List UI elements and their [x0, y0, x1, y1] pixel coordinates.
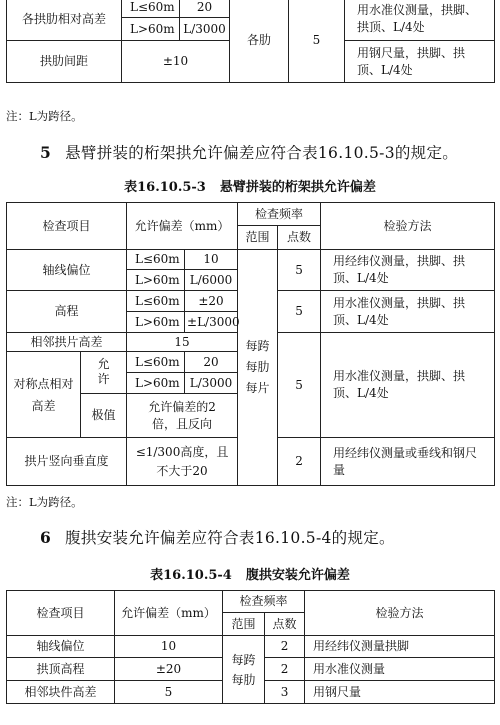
sub-limit: 极值 [81, 394, 127, 438]
table-title: 悬臂拼装的桁架拱允许偏差 [219, 180, 376, 195]
t1-cond: L>60m [122, 18, 180, 41]
table-16-10-5-4 [6, 590, 495, 704]
vertical-value-text: ≤1/300高度，且不大于20 [135, 444, 229, 478]
t1-count: 5 [289, 0, 345, 83]
t1-scope: 各肋 [230, 0, 289, 83]
th-scope: 范围 [223, 613, 265, 636]
table-title: 腹拱安装允许偏差 [245, 568, 350, 583]
sub-allow [81, 352, 127, 394]
clause-text: 腹拱安装允许偏差应符合表16.10.5-4的规定。 [65, 529, 395, 547]
value: ±20 [185, 291, 238, 312]
value: ±20 [115, 658, 223, 681]
th-allow: 允许偏差（mm） [127, 203, 238, 250]
clause-number: 5 [40, 143, 52, 162]
t1-value: ±10 [122, 41, 230, 83]
th-freq: 检查频率 [223, 591, 305, 613]
count: 5 [278, 250, 321, 291]
item-adjacent: 相邻拱片高差 [7, 333, 127, 352]
t1-method: 用钢尺量，拱脚、拱顶、L/4处 [345, 41, 495, 83]
table-caption [0, 564, 500, 583]
th-scope: 范围 [238, 226, 278, 250]
cond: L>60m [127, 373, 185, 394]
count: 2 [278, 438, 321, 486]
item: 拱顶高程 [7, 658, 115, 681]
value: 20 [185, 352, 238, 373]
cond: L≤60m [127, 250, 185, 270]
table-number: 表16.10.5-3 [124, 180, 206, 195]
th-method: 检验方法 [305, 591, 495, 636]
table-caption [0, 176, 500, 195]
sub-allow-text: 允许 [97, 357, 110, 386]
value: 10 [115, 636, 223, 658]
th-count: 点数 [278, 226, 321, 250]
cond: L>60m [127, 270, 185, 291]
item-vertical: 拱片竖向垂直度 [7, 438, 127, 486]
count: 5 [278, 333, 321, 438]
count: 2 [265, 658, 305, 681]
th-item: 检查项目 [7, 203, 127, 250]
item-symmetric-text: 对称点相对高差 [13, 376, 74, 413]
item-axis: 轴线偏位 [7, 250, 127, 291]
value: 10 [185, 250, 238, 270]
method: 用经纬仪测量，拱脚、拱顶、L/4处 [321, 250, 495, 291]
method: 用水准仪测量，拱脚、拱顶、L/4处 [321, 333, 495, 438]
t1-item-rib-spacing: 拱肋间距 [7, 41, 122, 83]
t1-value: L/3000 [180, 18, 230, 41]
note: 注：L为跨径。 [6, 109, 83, 123]
value: L/6000 [185, 270, 238, 291]
th-allow: 允许偏差（mm） [115, 591, 223, 636]
scope-text: 每跨每肋 [231, 652, 256, 687]
th-freq: 检查频率 [238, 203, 321, 226]
clause-text: 悬臂拼装的桁架拱允许偏差应符合表16.10.5-3的规定。 [65, 144, 459, 162]
value: ±L/3000 [185, 312, 238, 333]
th-item: 检查项目 [7, 591, 115, 636]
clause-5 [40, 141, 458, 163]
item-symmetric [7, 352, 81, 438]
item-elevation: 高程 [7, 291, 127, 333]
t1-cond: L≤60m [122, 0, 180, 18]
method: 用经纬仪测量或垂线和钢尺量 [321, 438, 495, 486]
th-method: 检验方法 [321, 203, 495, 250]
table-16-10-5-2-continued [6, 0, 495, 83]
method: 用水准仪测量 [305, 658, 495, 681]
method: 用经纬仪测量拱脚 [305, 636, 495, 658]
limit-value-text: 允许偏差的2倍，且反向 [148, 399, 216, 431]
t1-item-relative-height: 各拱肋相对高差 [7, 0, 122, 41]
table-number: 表16.10.5-4 [150, 568, 232, 583]
table-16-10-5-3 [6, 202, 495, 486]
clause-number: 6 [40, 528, 52, 547]
limit-value [127, 394, 238, 438]
method: 用水准仪测量，拱脚、拱顶、L/4处 [321, 291, 495, 333]
value [127, 438, 238, 486]
cond: L>60m [127, 312, 185, 333]
item: 轴线偏位 [7, 636, 115, 658]
item: 相邻块件高差 [7, 681, 115, 704]
count: 2 [265, 636, 305, 658]
value: 15 [127, 333, 238, 352]
th-count: 点数 [265, 613, 305, 636]
scope-text: 每跨每肋每片 [245, 339, 270, 395]
method: 用钢尺量 [305, 681, 495, 704]
cond: L≤60m [127, 291, 185, 312]
value: 5 [115, 681, 223, 704]
value: L/3000 [185, 373, 238, 394]
note: 注：L为跨径。 [6, 495, 83, 509]
count: 5 [278, 291, 321, 333]
count: 3 [265, 681, 305, 704]
scope-merged [223, 636, 265, 704]
clause-6 [40, 526, 395, 548]
scope-merged [238, 250, 278, 486]
t1-value: 20 [180, 0, 230, 18]
t1-method: 用水准仪测量，拱脚、拱顶、L/4处 [345, 0, 495, 41]
cond: L≤60m [127, 352, 185, 373]
